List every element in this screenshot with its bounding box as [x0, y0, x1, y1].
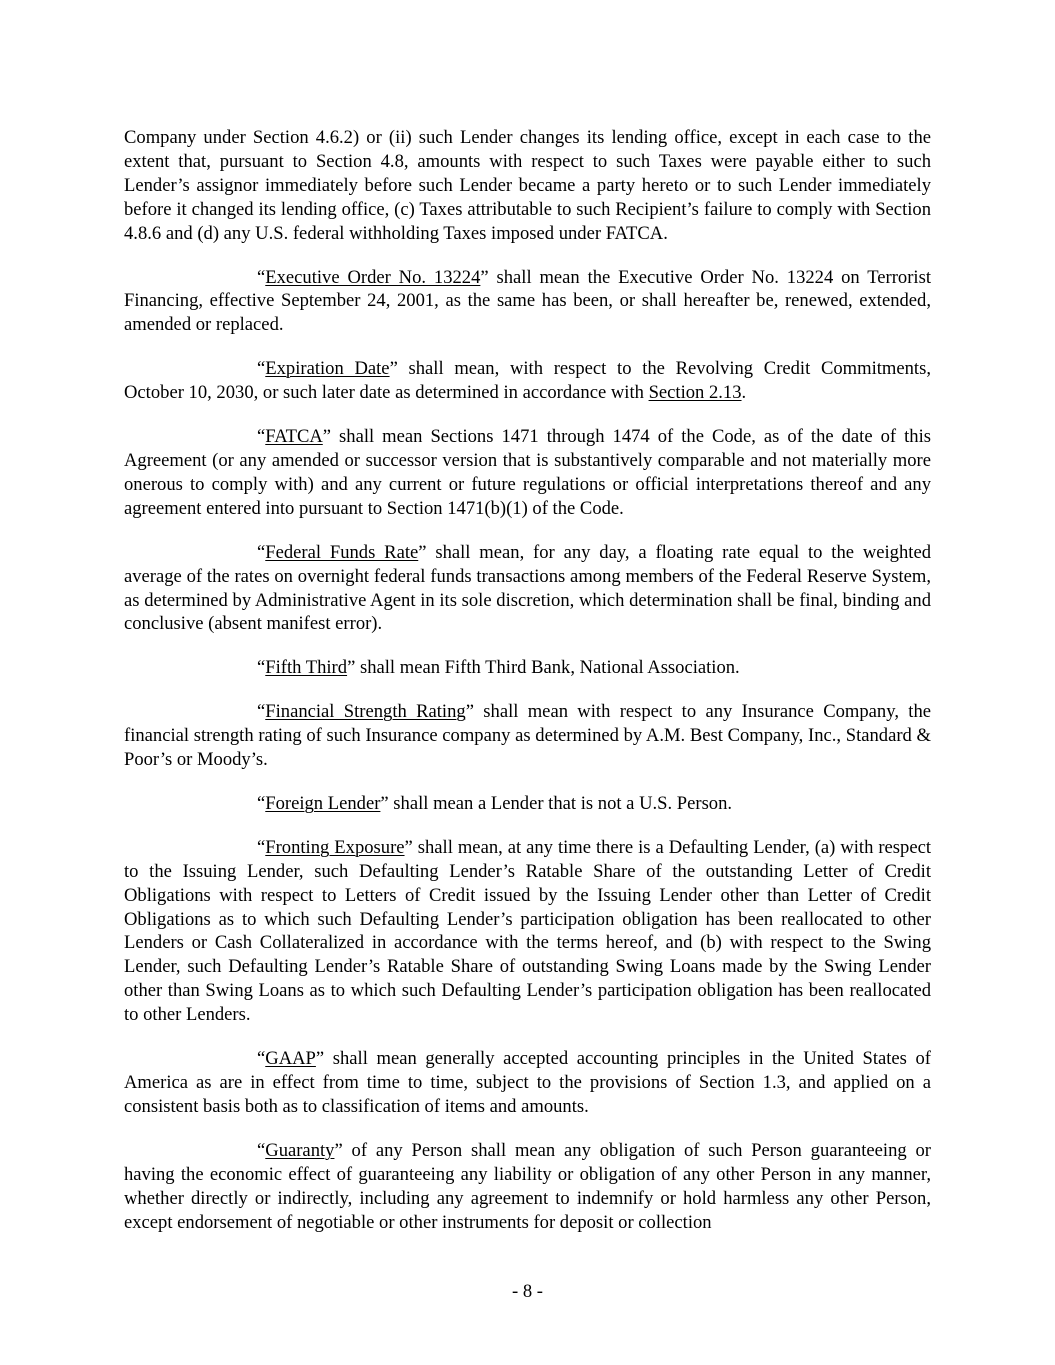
- open-quote: “: [257, 836, 266, 858]
- open-quote: “: [257, 1139, 266, 1161]
- open-quote: “: [257, 541, 266, 563]
- document-page: [124, 126, 931, 1254]
- page-number: - 8 -: [512, 1281, 543, 1302]
- definition-fifth-third: [124, 656, 931, 680]
- definition-fronting-exposure: [124, 836, 931, 1027]
- defined-term: Federal Funds Rate: [265, 541, 419, 563]
- open-quote: “: [257, 266, 266, 288]
- defined-term: Executive Order No. 13224: [265, 266, 481, 288]
- definition-text: ” shall mean the Executive Order No. 13224 on Terrorist Financing, effective September 24, 2001, as the same has been, or shall hereafter be, renewed, extended, amended or replaced.: [124, 266, 931, 336]
- open-quote: “: [257, 1048, 266, 1070]
- definition-tail: .: [741, 382, 747, 404]
- section-reference: Section 2.13: [648, 382, 742, 404]
- definition-text: ” shall mean, at any time there is a Defaulting Lender, (a) with respect to the Issuing Lender, such Defaulting Lender’s Ratable Share of the outstanding Letter of Credit Obligations with respect to Letters of Credit issued by the Issuing Lender other than Letter of Credit Obligations as to which such Defaulting Lender’s participation obligation has been reallocated to other Lenders or Cash Collateralized in accordance with the terms hereof, and (b) with respect to the Swing Lender, such Defaulting Lender’s Ratable Share of outstanding Swing Loans made by the Swing Lender other than Swing Loans as to which such Defaulting Lender’s participation obligation has been reallocated to other Lenders.: [124, 836, 932, 1026]
- defined-term: Fronting Exposure: [265, 836, 405, 858]
- definition-fatca: [124, 425, 931, 521]
- definition-gaap: [124, 1047, 931, 1119]
- definition-executive-order: [124, 266, 931, 338]
- definition-guaranty: [124, 1139, 931, 1235]
- definition-federal-funds-rate: [124, 541, 931, 637]
- defined-term: Fifth Third: [265, 657, 348, 679]
- defined-term: GAAP: [265, 1048, 316, 1070]
- definition-text: ” shall mean generally accepted accounting principles in the United States of America as are in effect from time to time, subject to the provisions of Section 1.3, and applied on a consistent basis both as to classification of items and amounts.: [124, 1048, 931, 1117]
- open-quote: “: [257, 792, 266, 814]
- definition-text: ” of any Person shall mean any obligation of such Person guaranteeing or having the economic effect of guaranteeing any liability or obligation of any other Person in any manner, whether directly or indirectly, including any agreement to indemnify or hold harmless any other Person, except endorsement of negotiable or other instruments for deposit or collection: [124, 1139, 931, 1233]
- defined-term: Foreign Lender: [265, 792, 381, 814]
- defined-term: Financial Strength Rating: [265, 701, 466, 723]
- defined-term: Expiration Date: [265, 358, 390, 380]
- definition-text: ” shall mean Sections 1471 through 1474 of the Code, as of the date of this Agreement (or any amended or successor version that is substantively comparable and not materially more onerous to comply with) and any current or future regulations or official interpretations thereof and any agreement entered into pursuant to Section 1471(b)(1) of the Code.: [124, 426, 931, 519]
- defined-term: Guaranty: [265, 1139, 335, 1161]
- open-quote: “: [257, 358, 266, 380]
- definition-text: ” shall mean, with respect to the Revolving Credit Commitments, October 10, 2030, or such later date as determined in accordance with: [124, 358, 931, 404]
- paragraph-text: Company under Section 4.6.2) or (ii) such Lender changes its lending office, except in each case to the extent that, pursuant to Section 4.8, amounts with respect to such Taxes were payable either to such Lender’s assignor immediately before such Lender became a party hereto or to such Lender immediately before it changed its lending office, (c) Taxes attributable to such Recipient’s failure to comply with Section 4.8.6 and (d) any U.S. federal withholding Taxes imposed under FATCA.: [124, 127, 931, 244]
- defined-term: FATCA: [265, 426, 323, 448]
- open-quote: “: [257, 701, 266, 723]
- open-quote: “: [257, 657, 266, 679]
- definition-expiration-date: [124, 357, 931, 405]
- paragraph-continuation: [124, 126, 931, 246]
- definition-text: ” shall mean, for any day, a floating rate equal to the weighted average of the rates on overnight federal funds transactions among members of the Federal Reserve System, as determined by Administrative Agent in its sole discretion, which determination shall be final, binding and conclusive (absent manifest error).: [124, 541, 931, 635]
- definition-foreign-lender: [124, 792, 931, 816]
- open-quote: “: [257, 426, 266, 448]
- definition-text: ” shall mean Fifth Third Bank, National Association.: [347, 657, 740, 679]
- definition-financial-strength-rating: [124, 700, 931, 772]
- definition-text: ” shall mean with respect to any Insurance Company, the financial strength rating of such Insurance company as determined by A.M. Best Company, Inc., Standard & Poor’s or Moody’s.: [124, 701, 932, 771]
- definition-text: ” shall mean a Lender that is not a U.S. Person.: [380, 792, 733, 814]
